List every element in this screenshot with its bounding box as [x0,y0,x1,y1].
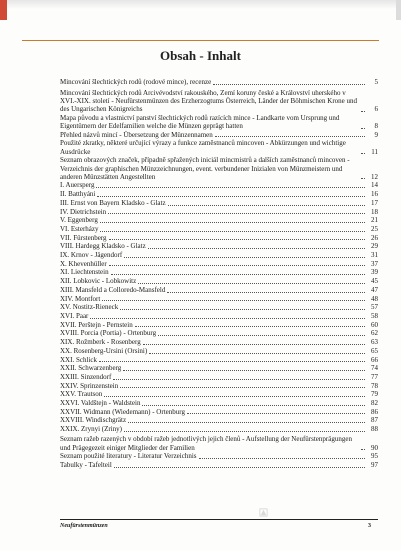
toc-entry-page: 63 [371,338,378,347]
toc-entry [60,312,378,321]
toc-entry [60,390,378,399]
toc-entry [60,364,378,373]
toc-entry-page: 25 [371,224,378,233]
toc-entry-title: VIII. Hardegg Kladsko - Glatz [60,242,146,251]
toc-entry-title: XXII. Schwarzenberg [60,364,122,373]
toc-entry [60,356,378,365]
toc-entry [60,286,378,295]
toc-entry-title: Seznam použité literatury - Literatur Verzeichnis [60,452,197,461]
toc-entry-title: XIV. Montfort [60,294,101,303]
toc-entry-page: 78 [371,381,378,390]
toc-leader-dots [168,205,365,206]
toc-entry-page: 74 [371,364,378,373]
toc-entry-title: XXVII. Widmann (Wiedemann) - Ortenburg [60,407,185,416]
toc-entry-title: Tabulky - Tafelteil [60,460,112,469]
toc-entry-title: IV. Dietrichstein [60,207,107,216]
toc-entry-title: Seznam ražeb razených v období ražeb jednotlivých jejich členů - Aufstellung der Neufürstenprägungen und Prägegezeit einiger Mitglieder der Familien [60,435,352,452]
toc-entry-page: 6 [374,105,378,114]
toc-entry-title: Použité zkratky, některé určující výrazy a funkce zaměstnanců mincoven - Abkürzungen und wichtige Ausdrücke [60,139,346,156]
toc-entry [60,181,378,190]
page-edge [396,0,401,20]
toc-entry-page: 16 [371,190,378,199]
toc-entry-page: 65 [371,346,378,355]
toc-entry-page: 31 [371,251,378,260]
toc-entry-page: 79 [371,390,378,399]
toc-leader-dots [111,274,365,275]
toc-leader-dots [187,413,365,414]
toc-entry-title: II. Batthyáni [60,190,96,199]
toc-entry-title: VI. Esterházy [60,224,99,233]
toc-entry [60,234,378,243]
toc-leader-dots [138,283,365,284]
toc-entry-page: 26 [371,233,378,242]
toc-entry-page: 90 [371,443,378,452]
toc-entry-page: 87 [371,416,378,425]
toc-leader-dots [361,153,365,154]
toc-entry [60,382,378,391]
toc-entry [60,242,378,251]
toc-entry-title: III. Ernst von Bayern Kladsko - Glatz [60,198,166,207]
binding-edge [0,0,7,20]
toc-entry [60,260,378,269]
watermark-icon [259,508,268,517]
toc-entry [60,295,378,304]
toc-entry-page: 14 [371,181,378,190]
toc-entry-title: IX. Krnov - Jägendorf [60,251,123,260]
toc-entry-page: 88 [371,425,378,434]
toc-leader-dots [148,248,365,249]
toc-entry-page: 62 [371,329,378,338]
toc-entry-title: XXIX. Zrynyi (Zriny) [60,425,123,434]
toc-entry [60,461,378,470]
toc-entry-title: XVII. Perštejn - Pernstein [60,320,133,329]
toc-entry [60,114,378,131]
toc-entry-page: 12 [371,172,378,181]
toc-entry-title: XII. Lobkovic - Lobkowitz [60,277,137,286]
table-of-contents [60,78,378,470]
toc-entry [60,321,378,330]
toc-entry-title: XIII. Mansfeld a Colloredo-Mansfeld [60,285,166,294]
toc-entry-page: 39 [371,268,378,277]
footer-rule [60,519,378,520]
toc-entry-page: 58 [371,311,378,320]
toc-entry [60,225,378,234]
toc-entry [60,89,378,114]
toc-leader-dots [142,405,365,406]
toc-leader-dots [215,136,365,137]
toc-entry [60,338,378,347]
toc-leader-dots [361,111,365,112]
toc-entry-title: XXV. Trautson [60,390,103,399]
toc-entry [60,199,378,208]
toc-entry [60,303,378,312]
toc-leader-dots [120,309,365,310]
toc-entry-title: VII. Fürstenberg [60,233,107,242]
toc-leader-dots [100,222,365,223]
toc-entry-page: 48 [371,294,378,303]
toc-entry-page: 95 [371,452,378,461]
toc-entry-page: 29 [371,242,378,251]
toc-entry-page: 60 [371,320,378,329]
toc-leader-dots [90,318,365,319]
toc-leader-dots [143,344,365,345]
toc-entry [60,139,378,156]
header-rule [22,40,379,41]
toc-entry [60,347,378,356]
toc-entry-page: 97 [371,460,378,469]
toc-entry-title: Mapa původu a vlastnictví panství šlechtických rodů razících mince - Landkarte vom Ursprung und Eigentümern der Edelfamilien welche die Münzen geprägt hatten [60,113,340,131]
toc-entry-title: XXIII. Sinzendorf [60,372,112,381]
toc-entry [60,208,378,217]
scan-shadow [7,0,396,9]
toc-entry-title: Mincování šlechtických rodů (rodové mince), recenze [60,78,212,86]
toc-entry-title: XXVI. Valdštejn - Waldstein [60,399,141,408]
toc-entry [60,329,378,338]
toc-leader-dots [361,128,365,129]
page-number: 3 [368,523,371,529]
toc-leader-dots [109,265,365,266]
toc-leader-dots [213,84,365,85]
toc-entry [60,268,378,277]
toc-entry-page: 77 [371,372,378,381]
page-title: Obsah - Inhalt [160,48,241,63]
toc-entry-title: XXIV. Sprinzenstein [60,381,119,390]
toc-entry-page: 17 [371,198,378,207]
toc-leader-dots [128,422,365,423]
toc-leader-dots [108,213,365,214]
toc-leader-dots [158,335,365,336]
toc-entry-page: 86 [371,407,378,416]
toc-entry-title: XVIII. Porcia (Portia) - Ortenburg [60,329,157,338]
toc-leader-dots [109,239,365,240]
toc-entry [60,452,378,461]
toc-leader-dots [114,467,365,468]
toc-leader-dots [123,370,365,371]
toc-entry-page: 37 [371,259,378,268]
toc-entry-title: XXI. Schlick [60,355,97,364]
toc-entry-page: 9 [374,130,378,139]
toc-leader-dots [102,300,365,301]
toc-entry [60,190,378,199]
toc-entry-title: Mincování šlechtických rodů Arcivévodství rakouského, Zemí koruny české a Království uherského v XVI.-XIX. století - Neufürstenmünzen des Erzherzogtums Österreich, Länder der Böhmischen Krone und des Ungarischen Königreichs [60,88,358,114]
toc-entry-page: 18 [371,207,378,216]
toc-entry-title: XIX. Rožmberk - Rosenberg [60,338,141,347]
toc-leader-dots [100,231,365,232]
toc-entry [60,131,378,140]
toc-leader-dots [97,196,365,197]
toc-leader-dots [104,396,365,397]
toc-entry-page: 57 [371,303,378,312]
toc-leader-dots [199,458,365,459]
toc-entry-title: V. Eggenberg [60,216,98,225]
toc-leader-dots [120,387,365,388]
toc-leader-dots [361,178,365,179]
toc-entry [60,399,378,408]
toc-entry-title: Seznam obrazových značek, případně spřažených iniciál mincmistrů a dalších zaměstnanců mincoven - Verzeichnis der graphischen Münzzeichnungen, event. verbundener Inizialen von Münzmeistern und anderen Münzstätten Angestellten [60,156,350,181]
toc-entry [60,251,378,260]
toc-entry [60,435,378,452]
toc-entry-page: 82 [371,399,378,408]
toc-entry-title: XV. Nostitz-Rieneck [60,303,119,312]
toc-entry [60,425,378,434]
toc-entry [60,277,378,286]
toc-leader-dots [149,353,365,354]
toc-leader-dots [113,379,365,380]
toc-entry-page: 45 [371,277,378,286]
toc-entry-title: XXVIII. Windischgrätz [60,416,127,425]
toc-entry-page: 66 [371,355,378,364]
toc-entry-title: XI. Liechtenstein [60,268,109,277]
toc-leader-dots [124,431,365,432]
toc-entry [60,408,378,417]
toc-leader-dots [96,187,365,188]
toc-entry-title: XX. Rosenberg-Ursini (Orsini) [60,346,148,355]
toc-leader-dots [124,257,365,258]
toc-entry-page: 47 [371,285,378,294]
toc-entry-title: XVI. Paar [60,311,89,320]
toc-leader-dots [99,361,365,362]
toc-leader-dots [135,326,365,327]
toc-entry-page: 8 [374,122,378,131]
toc-entry [60,216,378,225]
toc-leader-dots [167,292,365,293]
toc-entry [60,373,378,382]
toc-entry-title: I. Auersperg [60,181,95,190]
toc-entry [60,416,378,425]
toc-entry [60,78,378,87]
toc-entry [60,156,378,181]
toc-entry-title: X. Khevenhüller [60,259,107,268]
toc-entry-page: 5 [374,78,378,86]
footer-title: Neufürstenmünzen [60,523,108,529]
toc-leader-dots [361,449,365,450]
toc-entry-title: Přehled názvů mincí - Übersetzung der Münzennamen [60,130,213,139]
toc-entry-page: 11 [371,147,378,156]
toc-entry-page: 21 [371,216,378,225]
